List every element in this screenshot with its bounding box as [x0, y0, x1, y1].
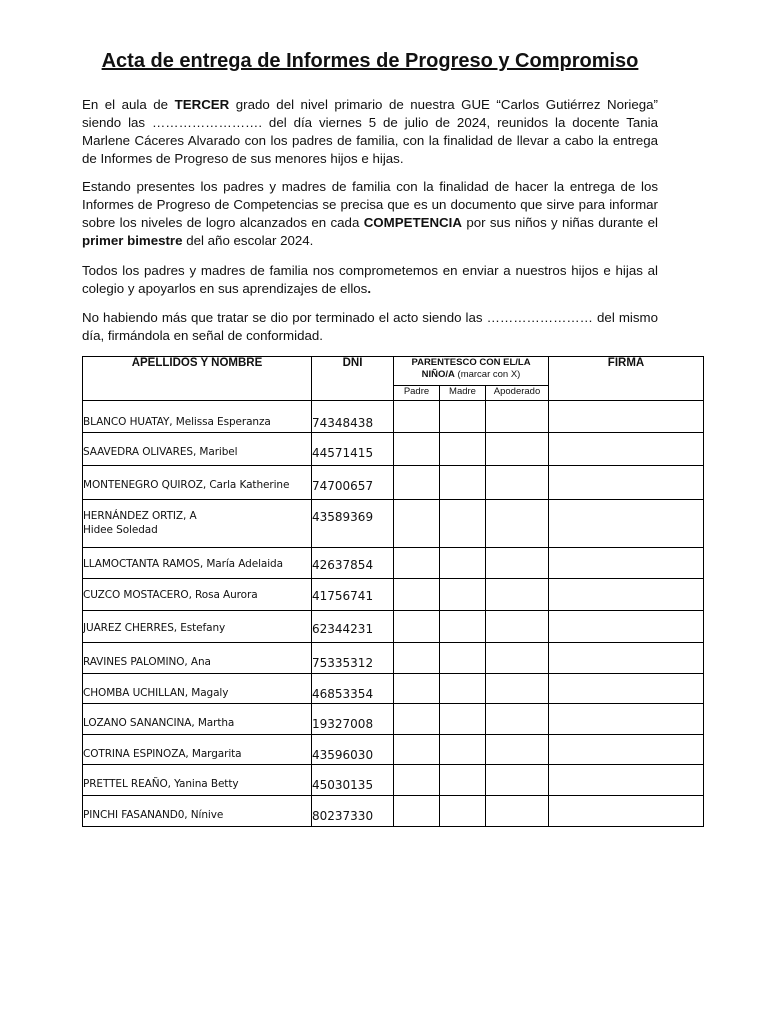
table-row: [83, 433, 704, 466]
cell-apoderado[interactable]: [486, 401, 549, 433]
cell-firma[interactable]: [549, 579, 704, 611]
row-name: [83, 796, 312, 827]
row-name: [83, 735, 312, 765]
cell-apoderado[interactable]: [486, 674, 549, 704]
cell-firma[interactable]: [549, 548, 704, 579]
cell-apoderado[interactable]: [486, 500, 549, 548]
cell-padre[interactable]: [394, 735, 440, 765]
row-name: [83, 704, 312, 735]
row-dni: 80237330: [312, 796, 394, 827]
cell-apoderado[interactable]: [486, 765, 549, 796]
row-dni: 46853354: [312, 674, 394, 704]
table-row: [83, 611, 704, 643]
cell-apoderado[interactable]: [486, 735, 549, 765]
cell-apoderado[interactable]: [486, 704, 549, 735]
paragraph-commitment: Todos los padres y madres de familia nos comprometemos en enviar a nuestros hijos e hijas al colegio y apoyarlos en sus aprendizajes de ellos.: [82, 263, 658, 296]
row-dni: 74348438: [312, 401, 394, 433]
header-madre: Madre: [440, 385, 486, 400]
row-name-text: HERNÁNDEZ ORTIZ, A: [83, 510, 197, 522]
row-name: [83, 765, 312, 796]
cell-madre[interactable]: [440, 500, 486, 548]
cell-firma[interactable]: [549, 433, 704, 466]
cell-padre[interactable]: [394, 643, 440, 674]
cell-madre[interactable]: [440, 611, 486, 643]
row-name-text: JUAREZ CHERRES, Estefany: [83, 622, 226, 634]
cell-madre[interactable]: [440, 735, 486, 765]
cell-firma[interactable]: [549, 466, 704, 500]
row-dni: 43589369: [312, 500, 394, 548]
row-name-text: MONTENEGRO QUIROZ, Carla Katherine: [83, 479, 290, 491]
cell-apoderado[interactable]: [486, 643, 549, 674]
row-name: [83, 643, 312, 674]
table-row: [83, 704, 704, 735]
header-names: APELLIDOS Y NOMBRE: [83, 357, 312, 401]
cell-padre[interactable]: [394, 579, 440, 611]
cell-madre[interactable]: [440, 401, 486, 433]
cell-firma[interactable]: [549, 674, 704, 704]
paragraph-closing: No habiendo más que tratar se dio por terminado el acto siendo las …………………… del mismo día, firmándola en señal de conformidad.: [82, 310, 658, 343]
cell-madre[interactable]: [440, 674, 486, 704]
paragraph-purpose: Estando presentes los padres y madres de familia con la finalidad de hacer la entrega de los Informes de Progreso de Competencias se precisa que es un documento que sirve para informar sobre los niveles de logro alcanzados en cada COMPETENCIA por sus niños y niñas durante el primer bimestre del año escolar 2024.: [82, 179, 658, 248]
document-title: Acta de entrega de Informes de Progreso y Compromiso: [101, 50, 639, 72]
row-dni: 42637854: [312, 548, 394, 579]
row-dni: 44571415: [312, 433, 394, 466]
row-name-text: CUZCO MOSTACERO, Rosa Aurora: [83, 589, 258, 601]
row-name: [83, 401, 312, 433]
cell-padre[interactable]: [394, 466, 440, 500]
header-apoderado: Apoderado: [486, 385, 549, 400]
signature-table: [82, 356, 704, 827]
cell-firma[interactable]: [549, 796, 704, 827]
table-row: [83, 643, 704, 674]
table-row: [83, 466, 704, 500]
row-name: [83, 548, 312, 579]
table-row: [83, 765, 704, 796]
cell-madre[interactable]: [440, 548, 486, 579]
row-name: [83, 466, 312, 500]
cell-padre[interactable]: [394, 796, 440, 827]
row-name-text: BLANCO HUATAY, Melissa Esperanza: [83, 416, 271, 428]
table-row: [83, 500, 704, 548]
cell-padre[interactable]: [394, 401, 440, 433]
cell-madre[interactable]: [440, 796, 486, 827]
cell-madre[interactable]: [440, 579, 486, 611]
cell-apoderado[interactable]: [486, 433, 549, 466]
cell-padre[interactable]: [394, 548, 440, 579]
header-dni: DNI: [312, 357, 394, 401]
table-row: [83, 674, 704, 704]
row-name: [83, 674, 312, 704]
table-row: [83, 548, 704, 579]
cell-firma[interactable]: [549, 765, 704, 796]
row-name-text: PRETTEL REAÑO, Yanina Betty: [83, 778, 239, 790]
cell-madre[interactable]: [440, 466, 486, 500]
row-name: [83, 500, 312, 548]
row-dni: 74700657: [312, 466, 394, 500]
cell-madre[interactable]: [440, 704, 486, 735]
row-dni: 45030135: [312, 765, 394, 796]
cell-madre[interactable]: [440, 765, 486, 796]
row-name-text: PINCHI FASANAND0, Nínive: [83, 809, 224, 821]
row-name-text-line2: Hidee Soledad: [83, 524, 158, 536]
cell-apoderado[interactable]: [486, 466, 549, 500]
row-dni: 19327008: [312, 704, 394, 735]
cell-padre[interactable]: [394, 611, 440, 643]
table-row: [83, 401, 704, 433]
row-name-text: LOZANO SANANCINA, Martha: [83, 717, 235, 729]
cell-apoderado[interactable]: [486, 796, 549, 827]
table-row: [83, 735, 704, 765]
cell-firma[interactable]: [549, 704, 704, 735]
row-name: [83, 433, 312, 466]
row-dni: 62344231: [312, 611, 394, 643]
header-parentesco: PARENTESCO CON EL/LA NIÑO/A (marcar con X): [394, 357, 549, 386]
cell-firma[interactable]: [549, 401, 704, 433]
cell-firma[interactable]: [549, 643, 704, 674]
row-dni: 75335312: [312, 643, 394, 674]
cell-padre[interactable]: [394, 765, 440, 796]
row-name-text: COTRINA ESPINOZA, Margarita: [83, 748, 242, 760]
header-padre: Padre: [394, 385, 440, 400]
cell-apoderado[interactable]: [486, 548, 549, 579]
row-dni: 41756741: [312, 579, 394, 611]
cell-padre[interactable]: [394, 500, 440, 548]
cell-padre[interactable]: [394, 433, 440, 466]
cell-madre[interactable]: [440, 643, 486, 674]
cell-padre[interactable]: [394, 704, 440, 735]
row-name: [83, 579, 312, 611]
row-name-text: SAAVEDRA OLIVARES, Maribel: [83, 446, 238, 458]
row-name-text: CHOMBA UCHILLAN, Magaly: [83, 687, 229, 699]
row-name-text: LLAMOCTANTA RAMOS, María Adelaida: [83, 558, 283, 570]
row-name-text: RAVINES PALOMINO, Ana: [83, 656, 211, 668]
paragraph-intro: En el aula de TERCER grado del nivel primario de nuestra GUE “Carlos Gutiérrez Noriega” siendo las ……………………. del día viernes 5 de julio de 2024, reunidos la docente Tania Marlene Cáceres Alvarado con los padres de familia, con la finalidad de llevar a cabo la entrega de Informes de Progreso de sus menores hijos e hijas.: [82, 97, 658, 166]
cell-firma[interactable]: [549, 500, 704, 548]
cell-apoderado[interactable]: [486, 611, 549, 643]
table-row: [83, 579, 704, 611]
row-dni: 43596030: [312, 735, 394, 765]
row-name: [83, 611, 312, 643]
header-firma: FIRMA: [549, 357, 704, 401]
cell-padre[interactable]: [394, 674, 440, 704]
cell-madre[interactable]: [440, 433, 486, 466]
cell-apoderado[interactable]: [486, 579, 549, 611]
cell-firma[interactable]: [549, 611, 704, 643]
cell-firma[interactable]: [549, 735, 704, 765]
table-row: [83, 796, 704, 827]
